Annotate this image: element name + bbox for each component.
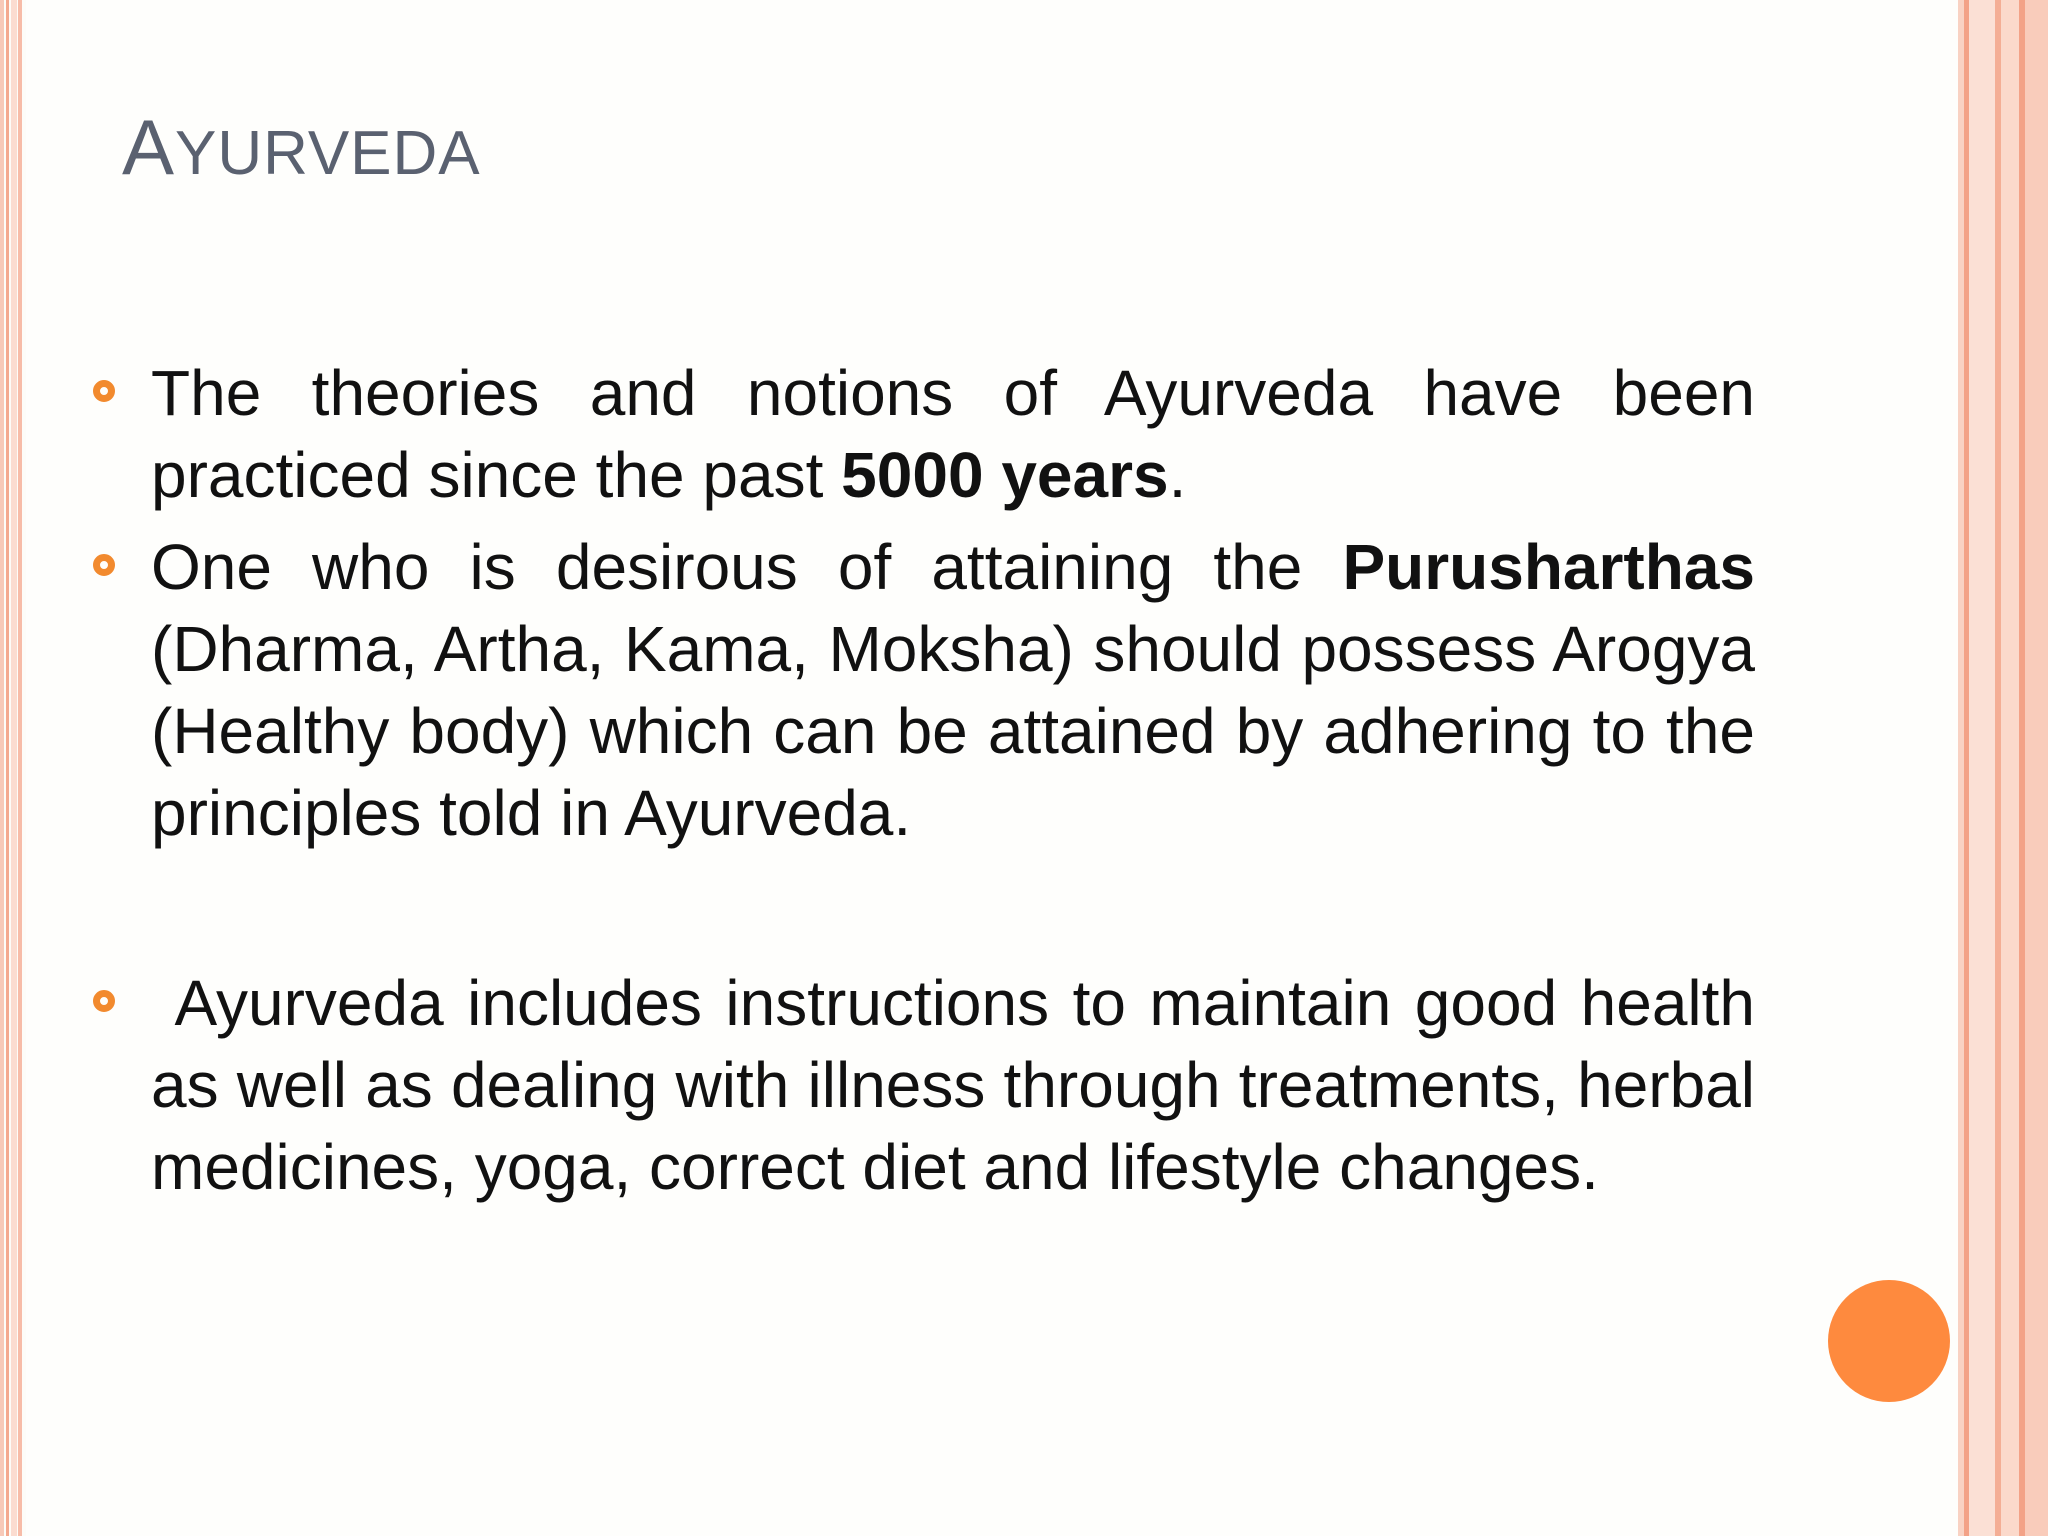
bullet-text: The theories and notions of Ayurveda have been practiced since the past: [151, 357, 1755, 511]
bullet-circle-icon: [93, 380, 115, 402]
bullet-list: [90, 352, 1773, 1208]
bullet-bold-text: 5000 years: [841, 439, 1169, 511]
right-stripe: [2001, 0, 2019, 1536]
bullet-text: Ayurveda includes instructions to maintain good health as well as dealing with illness through treatments, herbal medicines, yoga, correct diet and lifestyle changes.: [151, 967, 1773, 1203]
bullet-item: [90, 352, 1755, 516]
title-rest: YURVEDA: [175, 119, 481, 188]
orange-circle-decoration: [1828, 1280, 1950, 1402]
right-border-stripes: [1958, 0, 2048, 1536]
bullet-text: One who is desirous of attaining the: [151, 531, 1343, 603]
left-border-stripes: [0, 0, 26, 1536]
bullet-item: [90, 962, 1773, 1208]
slide-title: [122, 103, 481, 191]
left-stripe: [18, 0, 22, 1536]
bullet-item: [90, 526, 1755, 854]
bullet-text-end: .: [1168, 439, 1187, 511]
bullet-bold-text: Purusharthas: [1342, 531, 1755, 603]
right-stripe: [1969, 0, 1995, 1536]
left-stripe: [6, 0, 9, 1536]
bullet-circle-icon: [93, 990, 115, 1012]
title-first-letter: A: [122, 103, 176, 191]
left-stripe: [11, 0, 17, 1536]
bullet-circle-icon: [93, 554, 115, 576]
right-stripe: [2025, 0, 2048, 1536]
bullet-text-end: (Dharma, Artha, Kama, Moksha) should possess Arogya (Healthy body) which can be attained by adhering to the principles told in Ayurveda.: [151, 613, 1755, 849]
left-stripe: [0, 0, 4, 1536]
